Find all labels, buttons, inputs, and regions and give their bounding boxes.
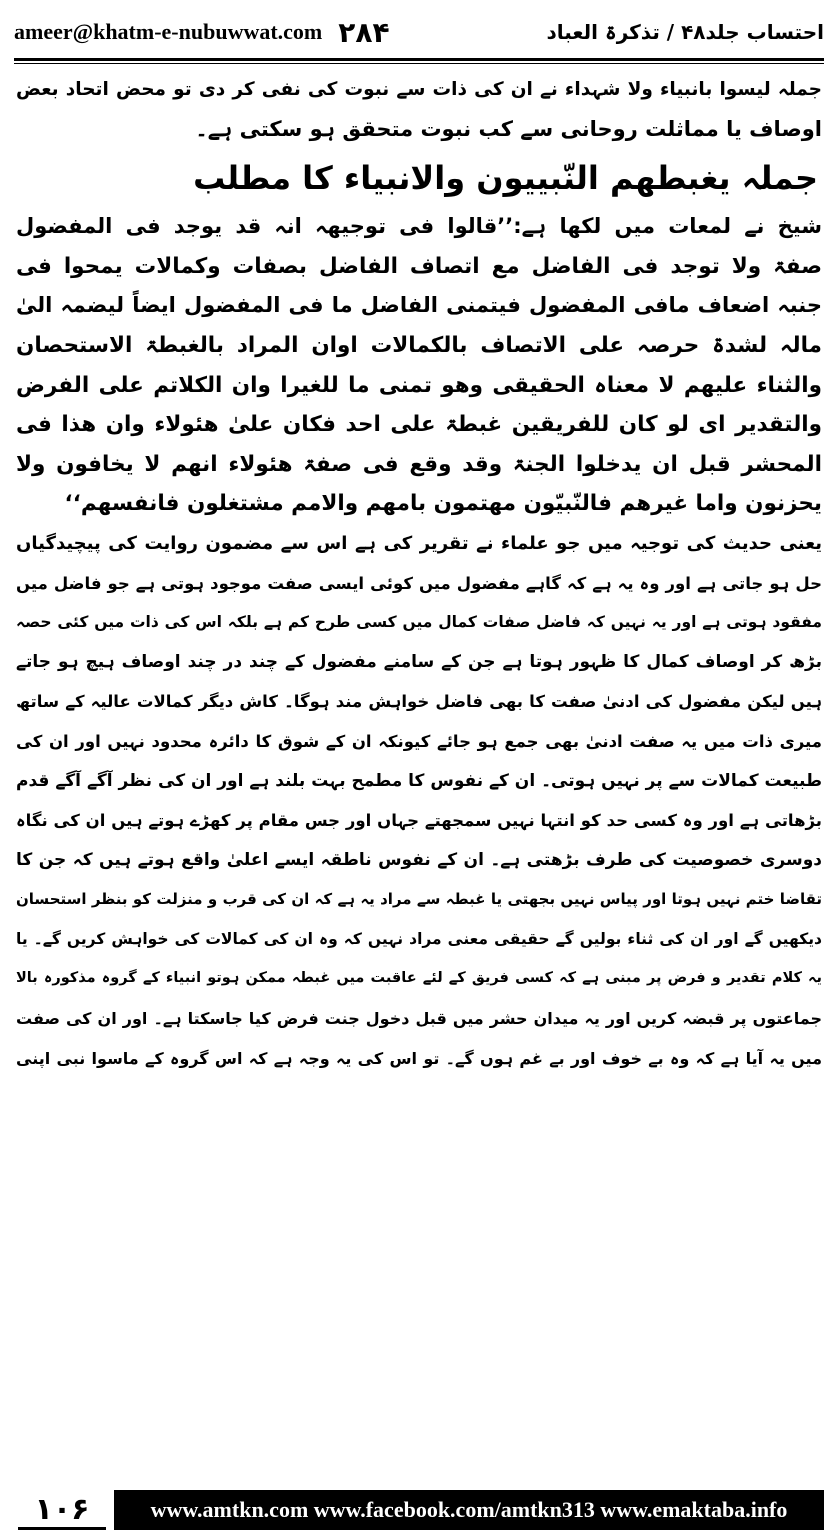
text-line: والتقدیر ای لو کان للفریقین غبطۃ علی احد فکان علیٰ ھئولاء وان ھذا فی: [16, 412, 822, 438]
text-line: جنبہ اضعاف مافی المفضول فیتمنی الفاضل ما فی المفضول ایضاً لیضمہ الیٰ: [16, 293, 822, 318]
text-line: صفۃ ولا توجد فی الفاضل مع اتصاف الفاضل بصفات وکمالات یمحوا فی: [16, 253, 822, 279]
header-left: [14, 16, 390, 49]
header-email: ameer@khatm-e-nubuwwat.com: [14, 19, 323, 44]
header-page-number: ۲۸۴: [338, 15, 390, 49]
text-line: طبیعت کمالات سے پر نہیں ہوتی۔ ان کے نفوس کا مطمح بہت بلند ہے اور ان کی نظر آگے آگے قدم: [16, 770, 822, 791]
text-line: جماعتوں پر قبضہ کریں اور یہ میدان حشر میں قبل دخول جنت فرض کیا جاسکتا ہے۔ اور ان کی صفت: [16, 1009, 822, 1029]
text-line: بڑھاتی ہے اور وہ کسی حد کو انتہا نہیں سمجھتے جہاں اور جس مقام پر کھڑے ہوتے ہیں ان کی نگاہ: [16, 811, 822, 831]
text-line: حل ہو جاتی ہے اور وہ یہ ہے کہ گاہے مفضول میں کوئی ایسی صفت موجود ہوتی ہے جو فاضل میں: [16, 573, 822, 593]
text-line: شیخ نے لمعات میں لکھا ہے:’’قالوا فی توجیھہ انہ قد یوجد فی المفضول: [16, 214, 822, 239]
header-rule: [14, 58, 824, 61]
text-line: تقاضا ختم نہیں ہوتا اور پیاس نہیں بجھتی یا غبطہ سے مراد یہ ہے کہ ان کی قرب و منزلت کو بنظر استحسان: [16, 890, 822, 909]
text-line: دیکھیں گے اور ان کی ثناء بولیں گے حقیقی معنی مراد نہیں کہ وہ ان کی کمالات کی خواہش کریں گے۔ یا: [16, 929, 822, 948]
header-rule-thin: [14, 63, 824, 64]
text-line: المحشر قبل ان یدخلوا الجنۃ وقد وقع فی صفۃ ھئولاء انھم لا یخافون ولا: [16, 451, 822, 477]
text-line: بڑھ کر اوصاف کمال کا ظہور ہوتا ہے جن کے سامنے مفضول کے چند در چند اوصاف ہیچ ہو جاتے: [16, 651, 822, 672]
text-line: یعنی حدیث کی توجیہ میں جو علماء نے تقریر کی ہے اس سے مضمون روایت کی پیچیدگیاں: [16, 532, 822, 554]
page-body: [16, 70, 822, 1475]
text-line: یہ کلام تقدیر و فرض پر مبنی ہے کہ کسی فریق کے لئے عاقبت میں غبطہ ممکن ہوتو انبیاء کے گروہ مذکورہ بالا: [16, 970, 822, 987]
text-line: والثناء علیھم لا معناہ الحقیقی وھو تمنی ما للغیرا وان الکلاتم علی الفرض: [16, 372, 822, 398]
page-footer: [14, 1488, 824, 1532]
text-line: میری ذات میں یہ صفت ادنیٰ بھی جمع ہو جائے کیونکہ ان کے شوق کا دائرہ محدود نہیں اور ان کی: [16, 731, 822, 751]
text-line: دوسری خصوصیت کی طرف بڑھتی ہے۔ ان کے نفوس ناطقہ ایسے اعلیٰ واقع ہوتے ہیں کہ جن کا: [16, 849, 822, 870]
header-book-title: احتساب جلد۴۸ / تذکرۃ العباد: [546, 20, 824, 44]
text-line: یحزنون واما غیرھم فالنّبیّون مھتمون بامھم والامم مشتغلون فانفسھم‘‘: [64, 491, 822, 517]
text-line: مفقود ہوتی ہے اور یہ نہیں کہ فاضل صفات کمال میں کسی طرح کم ہے بلکہ اس کی ذات میں کئی حصہ: [16, 613, 822, 632]
section-heading: جملہ یغبطھم النّبییون والانبیاء کا مطلب: [193, 159, 818, 198]
text-line: مالہ لشدۃ حرصہ علی الاتصاف بالکمالات اوان المراد بالغبطۃ الاستحصان: [16, 332, 822, 358]
text-line: اوصاف یا مماثلت روحانی سے کب نبوت متحقق ہو سکتی ہے۔: [195, 116, 822, 141]
footer-links: www.amtkn.com www.facebook.com/amtkn313 www.emaktaba.info: [114, 1490, 824, 1530]
text-line: میں یہ آیا ہے کہ وہ بے خوف اور بے غم ہوں گے۔ تو اس کی یہ وجہ ہے کہ اس گروہ کے ماسوا نبی اپنی: [16, 1048, 822, 1068]
page-header: [14, 8, 824, 56]
footer-page-number: ۱۰۶: [14, 1488, 110, 1532]
text-line: ہیں لیکن مفضول کی ادنیٰ صفت کا بھی فاضل خواہش مند ہوگا۔ کاش دیگر کمالات عالیہ کے ساتھ: [16, 692, 822, 712]
text-line: جملہ لیسوا بانبیاء ولا شہداء نے ان کی ذات سے نبوت کی نفی کر دی تو محض اتحاد بعض: [16, 79, 822, 100]
